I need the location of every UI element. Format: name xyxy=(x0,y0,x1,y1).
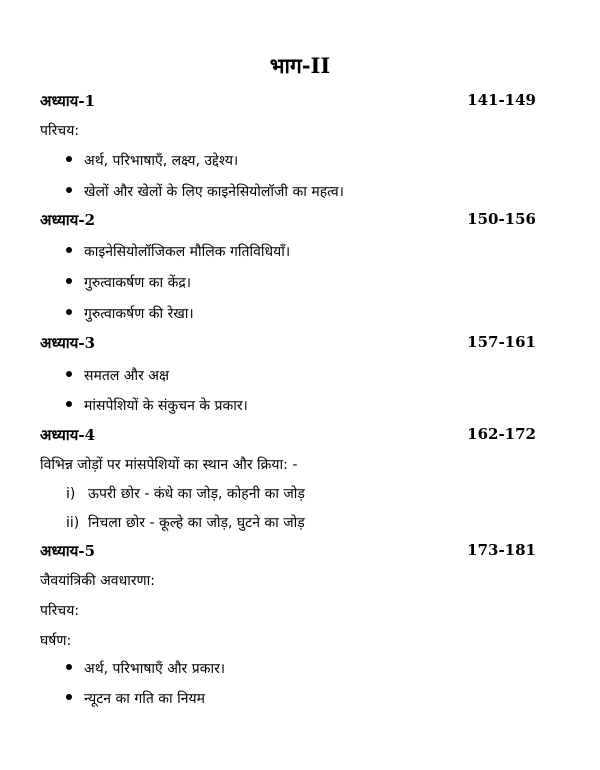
bullet-text: अर्थ, परिभाषाएँ और प्रकार। xyxy=(84,661,226,677)
chapter-4-item-2 xyxy=(66,513,305,532)
bullet-icon xyxy=(66,187,72,193)
chapter-2-title: अध्याय-2 xyxy=(40,211,96,229)
bullet-text: गुरुत्वाकर्षण का केंद्र। xyxy=(84,275,192,291)
chapter-2-bullet-1 xyxy=(66,242,290,261)
chapter-1-intro: परिचय: xyxy=(40,123,80,139)
chapter-4-title: अध्याय-4 xyxy=(40,426,96,444)
chapter-3-pages: 157-161 xyxy=(467,333,536,351)
chapter-5-line-1: जैवयांत्रिकी अवधारणा: xyxy=(40,573,156,589)
bullet-text: मांसपेशियों के संकुचन के प्रकार। xyxy=(84,398,248,414)
bullet-text: गुरुत्वाकर्षण की रेखा। xyxy=(84,306,194,322)
bullet-icon xyxy=(66,401,72,407)
chapter-5-bullet-1 xyxy=(66,659,225,678)
chapter-5-bullet-2 xyxy=(66,689,205,708)
chapter-5-line-3: घर्षण: xyxy=(40,633,72,649)
chapter-1-bullet-2 xyxy=(66,182,344,201)
bullet-text: खेलों और खेलों के लिए काइनेसियोलॉजी का महत्व। xyxy=(84,184,344,200)
bullet-icon xyxy=(66,309,72,315)
bullet-text: समतल और अक्ष xyxy=(84,368,169,384)
chapter-4-item-1 xyxy=(66,484,305,503)
bullet-text: न्यूटन का गति का नियम xyxy=(84,691,206,707)
bullet-icon xyxy=(66,371,72,377)
chapter-5-pages: 173-181 xyxy=(467,541,536,559)
chapter-3-bullet-1 xyxy=(66,366,169,385)
chapter-4-pages: 162-172 xyxy=(467,425,536,443)
chapter-3-heading xyxy=(40,333,536,357)
chapter-3-bullet-2 xyxy=(66,396,248,415)
item-number: ii) xyxy=(66,515,80,531)
bullet-icon xyxy=(66,664,72,670)
chapter-1-pages: 141-149 xyxy=(467,91,536,109)
bullet-icon xyxy=(66,156,72,162)
chapter-2-bullet-3 xyxy=(66,304,194,323)
bullet-text: अर्थ, परिभाषाएँ, लक्ष्य, उद्देश्य। xyxy=(84,153,239,169)
chapter-1-heading xyxy=(40,91,536,115)
item-text: निचला छोर - कूल्हे का जोड़, घुटने का जोड़ xyxy=(88,515,305,531)
bullet-icon xyxy=(66,278,72,284)
chapter-4-heading xyxy=(40,425,536,449)
item-number: i) xyxy=(66,486,76,502)
chapter-5-title: अध्याय-5 xyxy=(40,542,96,560)
bullet-icon xyxy=(66,694,72,700)
chapter-5-heading xyxy=(40,541,536,565)
chapter-2-heading xyxy=(40,210,536,234)
chapter-1-title: अध्याय-1 xyxy=(40,92,96,110)
item-text: ऊपरी छोर - कंधे का जोड़, कोहनी का जोड़ xyxy=(88,486,305,502)
chapter-3-title: अध्याय-3 xyxy=(40,334,96,352)
chapter-2-bullet-2 xyxy=(66,273,191,292)
page-title: भाग-II xyxy=(269,53,331,78)
bullet-icon xyxy=(66,247,72,253)
chapter-4-intro: विभिन्न जोड़ों पर मांसपेशियों का स्थान और क्रिया: - xyxy=(40,457,298,473)
bullet-text: काइनेसियोलॉजिकल मौलिक गतिविधियाँ। xyxy=(84,244,291,260)
chapter-5-line-2: परिचय: xyxy=(40,603,80,619)
chapter-2-pages: 150-156 xyxy=(467,210,536,228)
chapter-1-bullet-1 xyxy=(66,151,238,170)
